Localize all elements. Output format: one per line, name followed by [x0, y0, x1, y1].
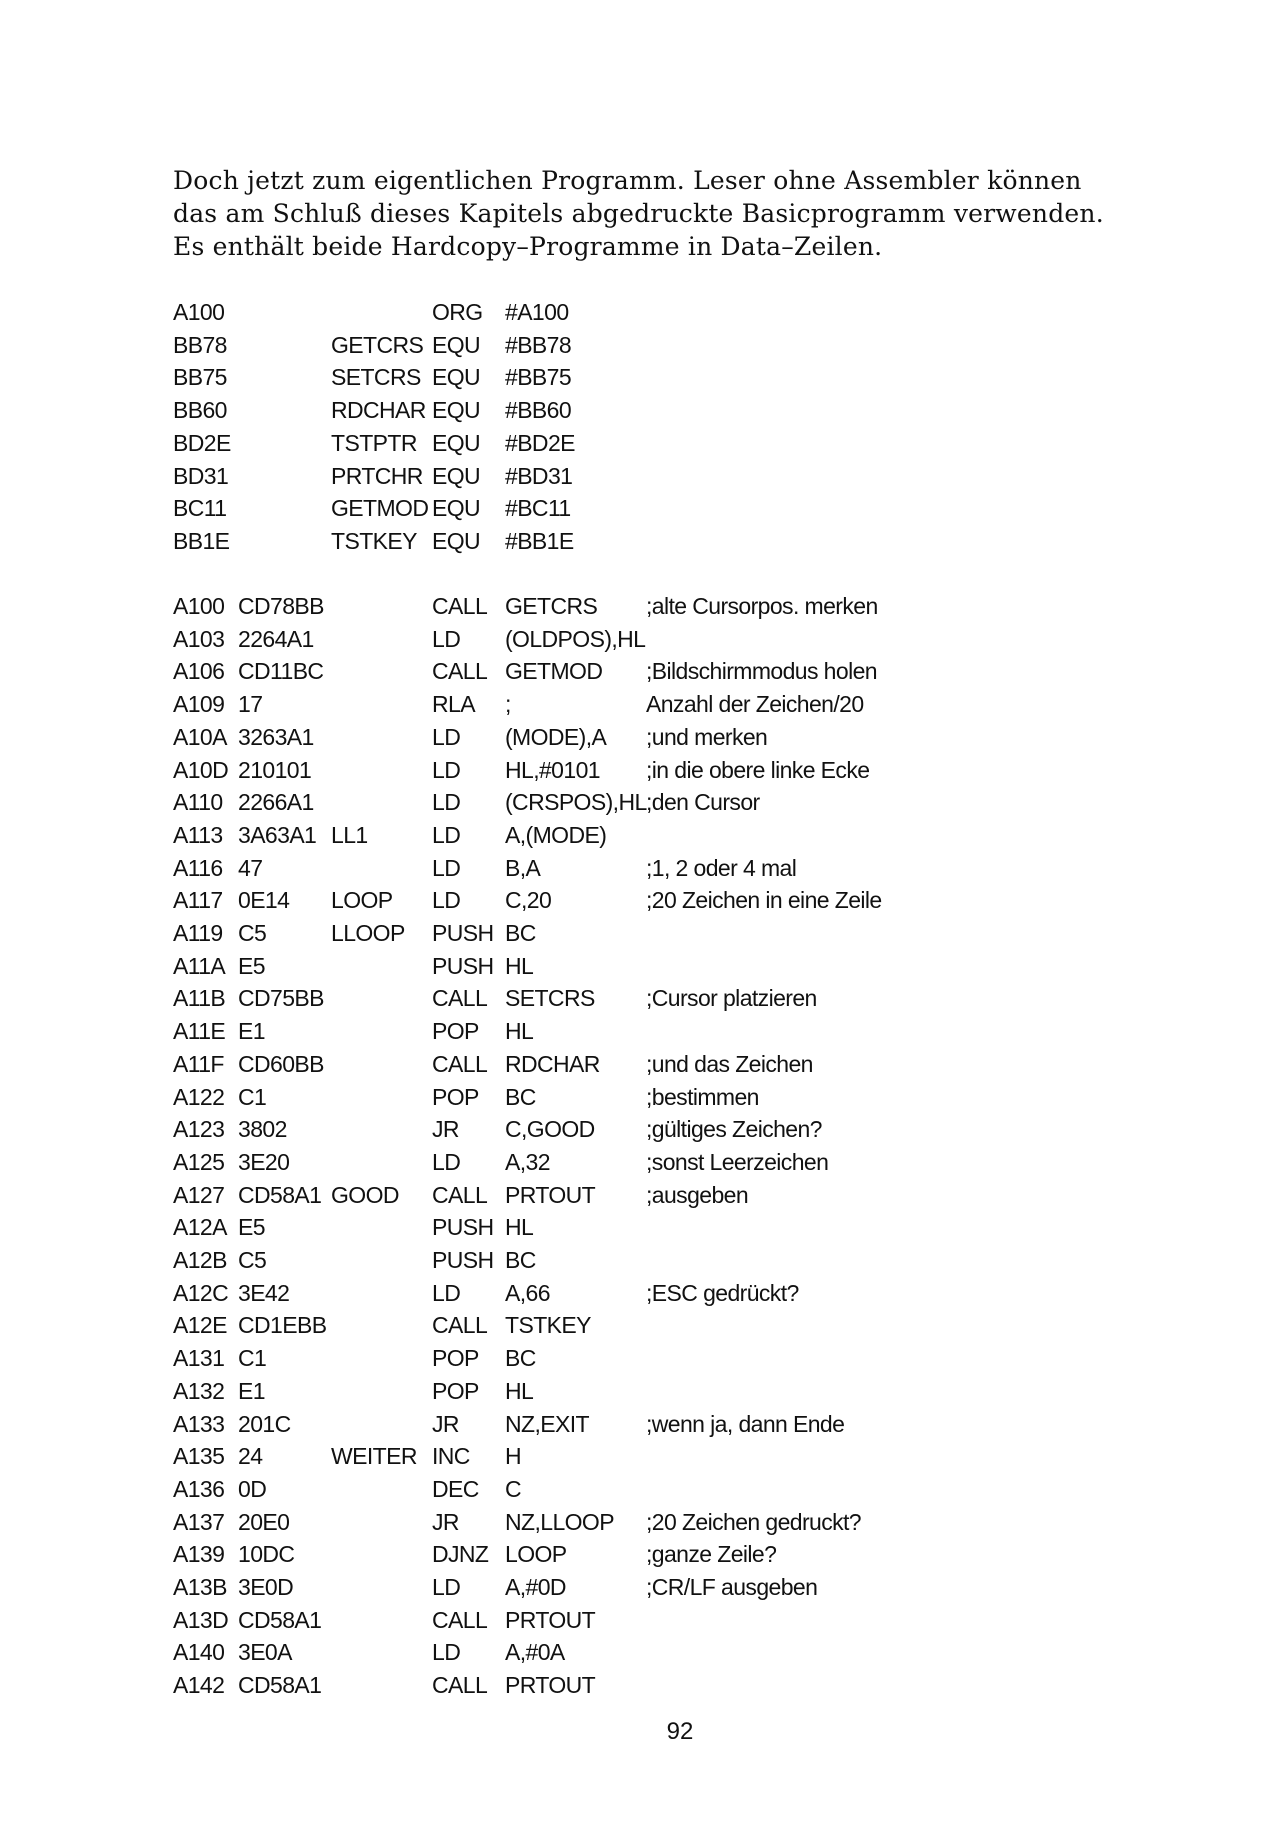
machine-code: 3E0D	[238, 1574, 294, 1600]
address: A119	[173, 920, 223, 946]
label: GOOD	[331, 1181, 399, 1208]
label: GETCRS	[331, 331, 424, 358]
mnemonic: EQU	[432, 495, 481, 522]
mnemonic: CALL	[432, 593, 488, 619]
mnemonic: CALL	[432, 985, 488, 1012]
label: LLOOP	[331, 920, 405, 946]
operand: TSTKEY	[505, 1312, 591, 1339]
machine-code: CD58A1	[238, 1672, 322, 1699]
machine-code: CD1EBB	[238, 1312, 327, 1339]
label: GETMOD	[331, 495, 429, 522]
machine-code: 0E14	[238, 887, 290, 914]
address: A123	[173, 1116, 225, 1143]
machine-code: C5	[238, 920, 267, 946]
mnemonic: LD	[432, 625, 461, 652]
address: A11A	[173, 952, 226, 979]
comment: ;Bildschirmmodus holen	[646, 658, 877, 685]
machine-code: 3E42	[238, 1279, 290, 1306]
address: BB60	[173, 397, 227, 424]
address: A109	[173, 691, 225, 718]
comment: ;ganze Zeile?	[646, 1541, 777, 1568]
operand: (CRSPOS),HL	[505, 789, 647, 816]
mnemonic: CALL	[432, 1181, 488, 1208]
comment: ;20 Zeichen in eine Zeile	[646, 887, 882, 914]
label: PRTCHR	[331, 462, 423, 489]
operand: BC	[505, 1247, 536, 1273]
mnemonic: CALL	[432, 1672, 488, 1699]
machine-code: 24	[238, 1443, 263, 1470]
address: A142	[173, 1672, 225, 1699]
machine-code: 210101	[238, 756, 312, 783]
operand: #A100	[505, 299, 569, 325]
mnemonic: CALL	[432, 658, 488, 685]
address: BD31	[173, 462, 229, 489]
operand: B,A	[505, 854, 541, 881]
label: TSTKEY	[331, 527, 417, 554]
operand: RDCHAR	[505, 1050, 600, 1077]
intro-paragraph	[173, 164, 1183, 263]
address: A13D	[173, 1606, 229, 1633]
machine-code: E5	[238, 952, 265, 979]
address: A122	[173, 1083, 225, 1110]
operand: HL	[505, 1214, 534, 1241]
mnemonic: PUSH	[432, 1247, 494, 1273]
mnemonic: EQU	[432, 527, 481, 554]
mnemonic: EQU	[432, 331, 481, 358]
address: A10A	[173, 723, 227, 750]
intro-line: Es enthält beide Hardcopy–Programme in Data–Zeilen.	[173, 232, 883, 261]
address: A10D	[173, 756, 229, 783]
operand: HL	[505, 952, 534, 979]
machine-code: 3E0A	[238, 1639, 292, 1666]
machine-code: 201C	[238, 1410, 291, 1437]
comment: ;gültiges Zeichen?	[646, 1116, 822, 1143]
operand: C	[505, 1475, 522, 1502]
mnemonic: LD	[432, 854, 461, 881]
operand: BC	[505, 920, 536, 946]
mnemonic: POP	[432, 1377, 479, 1404]
machine-code: 3802	[238, 1116, 287, 1143]
comment: ;und merken	[646, 723, 768, 750]
address: A140	[173, 1639, 225, 1666]
operand: A,(MODE)	[505, 821, 607, 848]
mnemonic: POP	[432, 1018, 479, 1045]
machine-code: CD75BB	[238, 985, 324, 1012]
operand: #BB75	[505, 364, 572, 391]
address: A11B	[173, 985, 226, 1012]
mnemonic: LD	[432, 789, 461, 816]
label: LOOP	[331, 887, 393, 914]
comment: Anzahl der Zeichen/20	[646, 691, 864, 718]
comment: ;sonst Leerzeichen	[646, 1148, 829, 1175]
comment: ;bestimmen	[646, 1083, 759, 1110]
address: A11F	[173, 1050, 224, 1077]
address: A12A	[173, 1214, 227, 1241]
machine-code: CD11BC	[238, 658, 324, 685]
address: A100	[173, 299, 225, 325]
mnemonic: EQU	[432, 429, 481, 456]
address: A117	[173, 887, 223, 914]
machine-code: 3263A1	[238, 723, 314, 750]
comment: ;1, 2 oder 4 mal	[646, 854, 797, 881]
mnemonic: PUSH	[432, 1214, 494, 1241]
operand: (MODE),A	[505, 723, 607, 750]
comment: ;den Cursor	[646, 789, 760, 816]
address: A103	[173, 625, 225, 652]
operand: SETCRS	[505, 985, 595, 1012]
mnemonic: JR	[432, 1410, 459, 1437]
address: A127	[173, 1181, 225, 1208]
mnemonic: PUSH	[432, 920, 494, 946]
machine-code: CD58A1	[238, 1181, 322, 1208]
comment: ;ESC gedrückt?	[646, 1279, 799, 1306]
machine-code: 0D	[238, 1475, 267, 1502]
address: A137	[173, 1508, 225, 1535]
address: A106	[173, 658, 225, 685]
machine-code: C1	[238, 1083, 267, 1110]
comment: ;wenn ja, dann Ende	[646, 1410, 845, 1437]
address: A135	[173, 1443, 225, 1470]
operand: H	[505, 1443, 522, 1470]
intro-line: Doch jetzt zum eigentlichen Programm. Leser ohne Assembler können	[173, 166, 1082, 195]
page-number: 92	[666, 1718, 694, 1745]
mnemonic: EQU	[432, 462, 481, 489]
comment: ;20 Zeichen gedruckt?	[646, 1508, 861, 1535]
operand: NZ,LLOOP	[505, 1508, 614, 1535]
mnemonic: RLA	[432, 691, 475, 718]
operand: BC	[505, 1083, 536, 1110]
address: A131	[173, 1345, 225, 1372]
operand: HL,#0101	[505, 756, 600, 783]
mnemonic: DJNZ	[432, 1541, 489, 1568]
label: TSTPTR	[331, 429, 417, 456]
mnemonic: LD	[432, 887, 461, 914]
machine-code: 2266A1	[238, 789, 314, 816]
address: BC11	[173, 495, 227, 522]
address: BB1E	[173, 527, 230, 554]
comment: ;Cursor platzieren	[646, 985, 817, 1012]
address: A116	[173, 854, 223, 881]
label: LL1	[331, 821, 368, 848]
operand: A,#0D	[505, 1574, 566, 1600]
operand: A,#0A	[505, 1639, 565, 1666]
machine-code: E1	[238, 1018, 265, 1045]
machine-code: CD60BB	[238, 1050, 324, 1077]
mnemonic: LD	[432, 723, 461, 750]
operand: HL	[505, 1377, 534, 1404]
machine-code: 47	[238, 854, 263, 881]
operand: BC	[505, 1345, 536, 1372]
operand: C,GOOD	[505, 1116, 595, 1143]
operand: (OLDPOS),HL	[505, 625, 646, 652]
mnemonic: DEC	[432, 1475, 479, 1502]
machine-code: C5	[238, 1247, 267, 1273]
mnemonic: LD	[432, 1639, 461, 1666]
operand: #BD31	[505, 462, 573, 489]
address: A12E	[173, 1312, 227, 1339]
machine-code: E1	[238, 1377, 265, 1404]
operand: GETCRS	[505, 593, 598, 619]
mnemonic: LD	[432, 756, 461, 783]
label: SETCRS	[331, 364, 421, 391]
address: BB75	[173, 364, 227, 391]
address: A11E	[173, 1018, 226, 1045]
mnemonic: LD	[432, 1148, 461, 1175]
address: A132	[173, 1377, 225, 1404]
operand: #BB78	[505, 331, 572, 358]
mnemonic: LD	[432, 1574, 461, 1600]
machine-code: 20E0	[238, 1508, 290, 1535]
comment: ;und das Zeichen	[646, 1050, 813, 1077]
operand: LOOP	[505, 1541, 567, 1568]
operand: A,66	[505, 1279, 550, 1306]
comment: ;CR/LF ausgeben	[646, 1574, 818, 1600]
operand: #BC11	[505, 495, 571, 522]
mnemonic: PUSH	[432, 952, 494, 979]
mnemonic: JR	[432, 1116, 459, 1143]
mnemonic: CALL	[432, 1606, 488, 1633]
address: A100	[173, 593, 225, 619]
comment: ;alte Cursorpos. merken	[646, 593, 878, 619]
machine-code: 3A63A1	[238, 821, 317, 848]
address: BD2E	[173, 429, 231, 456]
operand: A,32	[505, 1148, 550, 1175]
operand: C,20	[505, 887, 552, 914]
machine-code: 2264A1	[238, 625, 314, 652]
mnemonic: LD	[432, 1279, 461, 1306]
operand: #BD2E	[505, 429, 575, 456]
mnemonic: INC	[432, 1443, 470, 1470]
machine-code: E5	[238, 1214, 265, 1241]
mnemonic: JR	[432, 1508, 459, 1535]
operand: HL	[505, 1018, 534, 1045]
address: A113	[173, 821, 223, 848]
address: A125	[173, 1148, 225, 1175]
operand: PRTOUT	[505, 1181, 596, 1208]
address: A110	[173, 789, 223, 816]
machine-code: 10DC	[238, 1541, 295, 1568]
mnemonic: EQU	[432, 397, 481, 424]
operand: PRTOUT	[505, 1672, 596, 1699]
label: RDCHAR	[331, 397, 426, 424]
mnemonic: LD	[432, 821, 461, 848]
operand: #BB1E	[505, 527, 574, 554]
comment: ;ausgeben	[646, 1181, 749, 1208]
address: BB78	[173, 331, 227, 358]
mnemonic: EQU	[432, 364, 481, 391]
mnemonic: ORG	[432, 299, 483, 325]
operand: GETMOD	[505, 658, 603, 685]
machine-code: CD58A1	[238, 1606, 322, 1633]
label: WEITER	[331, 1443, 417, 1470]
machine-code: C1	[238, 1345, 267, 1372]
operand: NZ,EXIT	[505, 1410, 589, 1437]
mnemonic: POP	[432, 1345, 479, 1372]
machine-code: CD78BB	[238, 593, 324, 619]
address: A13B	[173, 1574, 227, 1600]
intro-line: das am Schluß dieses Kapitels abgedruckte Basicprogramm verwenden.	[173, 199, 1104, 228]
address: A139	[173, 1541, 225, 1568]
address: A12B	[173, 1247, 227, 1273]
mnemonic: POP	[432, 1083, 479, 1110]
address: A12C	[173, 1279, 229, 1306]
address: A136	[173, 1475, 225, 1502]
mnemonic: CALL	[432, 1050, 488, 1077]
operand: PRTOUT	[505, 1606, 596, 1633]
machine-code: 3E20	[238, 1148, 290, 1175]
machine-code: 17	[238, 691, 263, 718]
address: A133	[173, 1410, 225, 1437]
mnemonic: CALL	[432, 1312, 488, 1339]
operand: ;	[505, 691, 511, 718]
comment: ;in die obere linke Ecke	[646, 756, 870, 783]
operand: #BB60	[505, 397, 572, 424]
